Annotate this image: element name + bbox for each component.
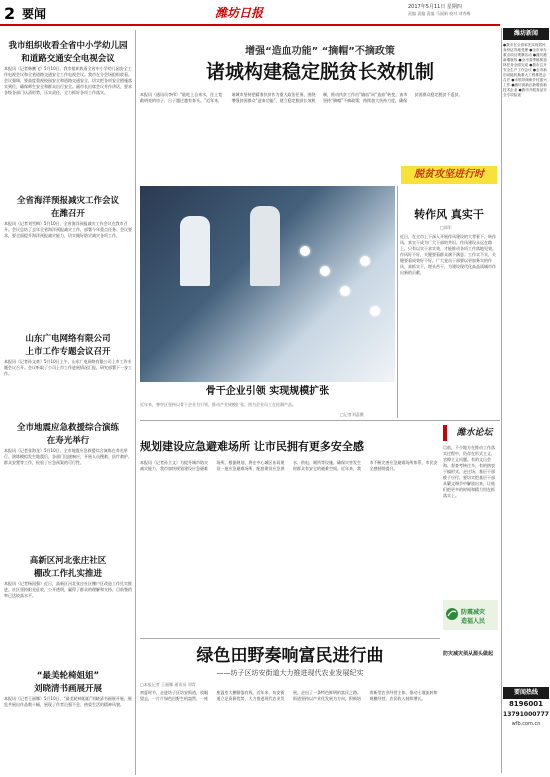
column-divider [135, 30, 136, 775]
newspaper-logo: 潍坊日报 [215, 6, 264, 20]
site-address: wfb.com.cn [511, 721, 541, 727]
factory-photo [140, 186, 395, 382]
page-number: 2 [4, 4, 16, 23]
forum-body: 目前，不少地方在推动工作落实过程中，仍存在形式主义、官僚主义问题。有的文山会海、督查考核过多，有的热衷于搞形式、走过场，基层干部疲于应付。要切实把基层干部从繁文缛节中解放出来，让他们把更多的时间和精力用在抓落实上。 [443, 445, 495, 498]
commentary-byline: □郭军 [440, 225, 452, 230]
photo-title: 骨干企业引领 实现规模扩张 [205, 386, 330, 397]
editor-credits: 责编 责编 责编 马丽娟 校对 刘秀梅 [408, 11, 471, 16]
article-body: 本报讯（记者孙文豪）5月10日上午，山东广电网络有限公司上市工作专题会议召开。会议听取了公司上市工作进展情况汇报，研究部署下一步工作。 [4, 359, 132, 376]
section-rule [140, 638, 440, 639]
quake-logo [443, 600, 498, 630]
article-title: 在潍召开 [50, 209, 85, 219]
photo-caption: 近年来，寒亭区坚持以骨干企业为引领，推动产业规模扩张。图为企业员工在检测产品。 [140, 402, 296, 407]
feature-body: 初夏时节，走进坊子区坊安街道，放眼望去，一片片绿色田野生机盎然，一座座温室大棚错落有致。近年来，坊安街道立足资源优势，大力推进现代农业发展，走出了一条特色鲜明的富民之路。街道坚持以产业化发展为方向，积极培育新型农业经营主体，推动土地流转和规模经营，农民收入持续增长。 [140, 690, 438, 701]
lead-headline: 诸城构建稳定脱贫长效机制 [205, 61, 434, 83]
news-body: 本报讯（记者孙立文）为提升城市防灾减灾能力，我市加快规划建设应急避难场所。根据规划，将在中心城区布局建设一批应急避难场所，配套建设应急供水、供电、厕所等设施，确保灾害发生时群众有安全的避难空间。近年来，我市不断完善应急避难场所体系，市民安全感持续提升。 [140, 460, 438, 471]
page-header [0, 0, 550, 26]
leaf-icon [445, 607, 459, 621]
header-rule [0, 24, 500, 26]
column-divider [397, 186, 398, 418]
worker-figure [250, 206, 280, 286]
left-article-6 [4, 670, 132, 766]
left-article-4 [4, 422, 132, 558]
article-title: 在寿光举行 [46, 436, 90, 446]
sidebar-header: 潍坊新闻 [503, 28, 549, 40]
worker-figure [180, 216, 210, 286]
left-article-2 [4, 195, 132, 317]
photo-credit: □记者刘蕊摄 [340, 412, 364, 417]
article-body: 本报讯（记者韩鹏飞）5月10日，我市组织收看全省中小学幼儿园安全工作电视会议和全省道路交通安全工作电视会议。我市在分会场组织收看。会议强调，要高度重视校园安全和道路交通安全，切实把各项安全措施落实到位，确保师生安全和群众出行安全。副市长出席会议并作讲话，要求各级各部门认清形势，压实责任，全力抓好各项工作落实。 [4, 66, 132, 95]
section-rule [140, 420, 500, 421]
forum-badge: 潍水论坛 [443, 425, 502, 441]
article-body: 本报讯（记者王丽娜）5月10日，“最美轮椅姐姐”刘晓清书画展开展。展览共展出作品数十幅，展现了作者自强不息、热爱生活的精神风貌。 [4, 696, 132, 707]
article-body: 本报讯（记者张海龙）5月10日，全市地震应急救援综合演练在寿光举行。演练模拟发生地震后，各部门迅速响应，开展人员搜救、医疗救护、群众安置等工作，检验了应急预案的可行性。 [4, 448, 132, 465]
forum-item-title: 防灾减灾须从源头做起 [443, 651, 494, 657]
poverty-badge: 脱贫攻坚进行时 [401, 166, 497, 184]
news-index-sidebar [503, 28, 549, 773]
feature-subhead: ——坊子区坊安街道大力推进现代农业发展纪实 [216, 669, 364, 677]
logo-text: 防震减灾 [461, 609, 486, 616]
lead-kicker: 增强“造血功能” “摘帽”不摘政策 [245, 46, 395, 57]
left-article-5 [4, 555, 132, 663]
article-title: 上市工作专题会议召开 [25, 347, 111, 357]
article-title: 棚改工作扎实推进 [33, 569, 102, 579]
sidebar-divider [501, 28, 502, 773]
article-body: 本报讯（记者杨国强）近日，高新区河北张庄社区棚户区改造工作扎实推进。社区坚持阳光征收，公开透明，赢得了群众的理解和支持，目前签约率已达较高水平。 [4, 581, 132, 598]
hotline-header: 要闻热线 [503, 687, 549, 699]
article-title: 和道路交通安全电视会议 [21, 54, 115, 64]
commentary-body: 近日，在全市上下深入开展作风建设的大背景下，转作风、真实干成为广大干部的共识。作风建设永远在路上，只有以实干求实效，才能推动各项工作落地见效。作风好不好，关键要看群众满不满意；工作实不实，关键要看成效好不好。广大党员干部要以更加务实的作风，真抓实干，埋头苦干，为建设现代化高品质城市作出新的贡献。 [400, 234, 496, 275]
news-headline: 规划建设应急避难场所 让市民拥有更多安全感 [140, 440, 364, 453]
section-name: 要闻 [22, 7, 47, 21]
article-title: 我市组织收看全省中小学幼儿园 [8, 41, 128, 51]
article-title: 山东广电网络有限公司 [25, 334, 111, 344]
bulb-icon [340, 286, 350, 296]
article-title: 刘晓清书画展开展 [33, 684, 102, 694]
left-article-3 [4, 333, 132, 405]
bulb-icon [370, 306, 380, 316]
hotline-number: 8196001 [508, 700, 544, 708]
sidebar-body: ●我市在全省率先实现居民身份证异地受理 ●全市举办重点项目观摩活动 ●潍坊港新增航线 ●全市春季植树造林任务全面完成 ●我市召开安全生产工作会议 ●全市新旧动能转换重大工程推进会召开 ●市领导调研乡村振兴工作 ●潍坊高新区新增高新技术企业 ●我市开展食品安全专项检查 [503, 43, 547, 97]
hotline-number: 13791000777 [503, 711, 549, 718]
logo-text: 造福人民 [461, 618, 486, 625]
article-title: 高新区河北张庄社区 [29, 556, 107, 566]
bulb-icon [360, 256, 370, 266]
commentary-title: 转作风 真实干 [414, 208, 484, 221]
article-title: “最美轮椅姐姐” [36, 671, 100, 681]
bulb-icon [320, 266, 330, 276]
article-title: 全省海洋预报减灾工作会议 [16, 196, 119, 206]
issue-date: 2017年5月11日 星期四 [408, 4, 462, 10]
article-title: 全市地震应急救援综合演练 [16, 423, 119, 433]
bulb-icon [300, 246, 310, 256]
left-article-1 [4, 40, 132, 196]
feature-byline: □本报记者 王丽娜 通讯员 刘青 [140, 682, 196, 687]
article-body: 本报讯（记者刘雪梅）5月10日，全省海洋预报减灾工作会议在我市召开。会议总结了去年全省海洋预报减灾工作，部署今年重点任务。会议要求，要全面提升海洋预报减灾能力，切实做好防灾减灾各项工作。 [4, 221, 132, 238]
lead-body: 本报讯（通讯员李伟）“能吃上自来水，住上宽敞明亮的房子，日子越过越有奔头。”近年来，诸城市坚持把精准扶贫作为重大政治任务，围绕增强贫困群众“造血功能”，建立稳定脱贫长效机制，推动扶贫工作由“输血”向“造血”转变。该市坚持“摘帽”不摘政策，持续加大扶持力度，确保贫困群众稳定脱贫不返贫。 [140, 92, 463, 103]
feature-headline: 绿色田野奏响富民进行曲 [196, 646, 384, 666]
